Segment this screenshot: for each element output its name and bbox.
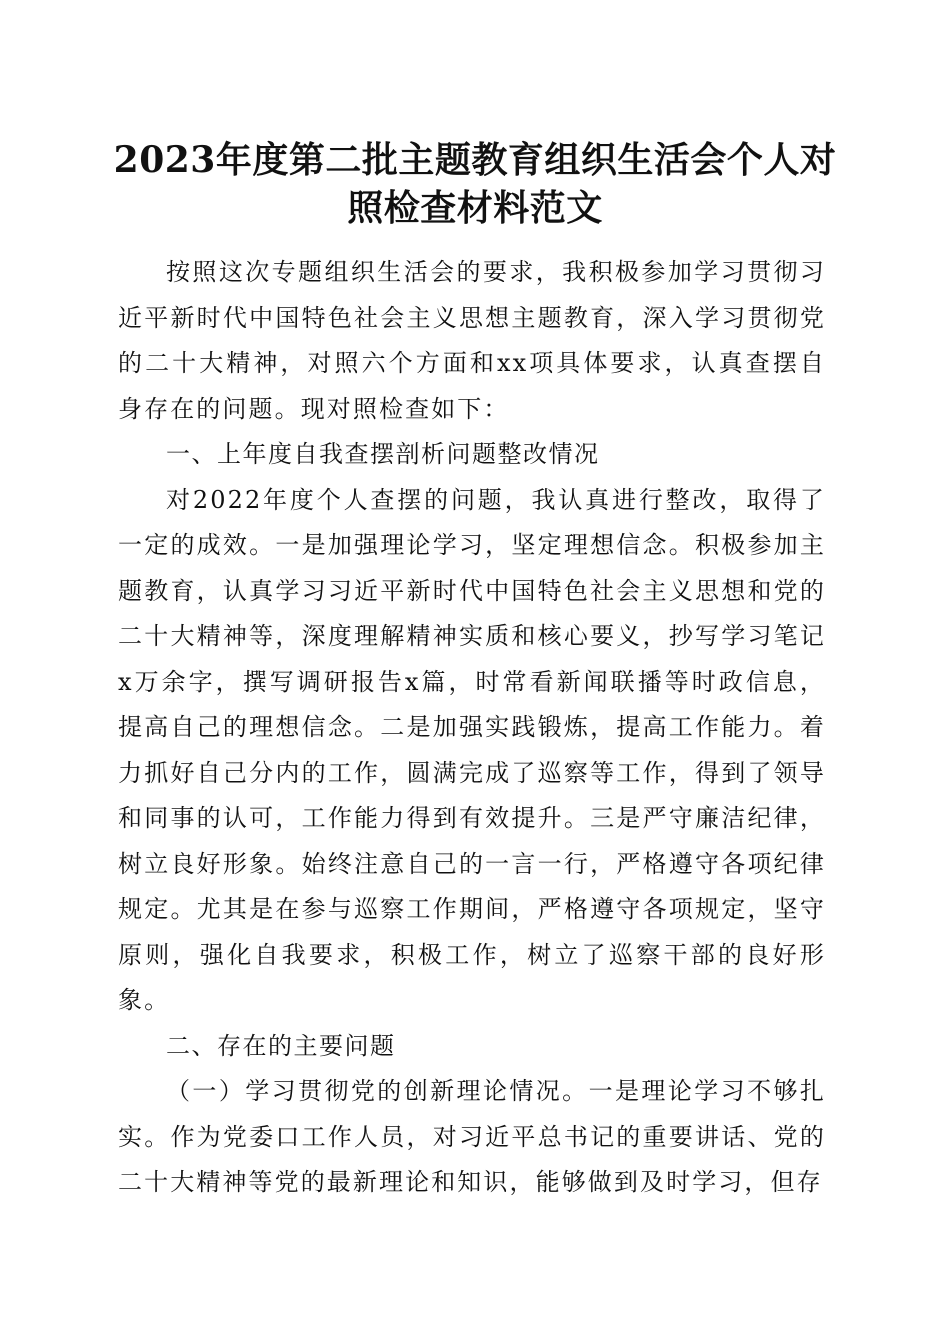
document-title	[100, 136, 850, 232]
section-1-heading: 一、上年度自我查摆剖析问题整改情况	[166, 440, 600, 468]
document-body	[118, 250, 826, 1206]
title-line-1: 2023年度第二批主题教育组织生活会个人对	[113, 139, 837, 181]
intro-paragraph: 按照这次专题组织生活会的要求，我积极参加学习贯彻习近平新时代中国特色社会主义思想主题教育，深入学习贯彻党的二十大精神，对照六个方面和xx项具体要求，认真查摆自身存在的问题。现对照检查如下：	[118, 258, 826, 423]
title-line-2: 照检查材料范文	[347, 187, 603, 229]
section-1-paragraph: 对2022年度个人查摆的问题，我认真进行整改，取得了一定的成效。一是加强理论学习，坚定理想信念。积极参加主题教育，认真学习习近平新时代中国特色社会主义思想和党的二十大精神等，深度理解精神实质和核心要义，抄写学习笔记x万余字，撰写调研报告x篇，时常看新闻联播等时政信息，提高自己的理想信念。二是加强实践锻炼，提高工作能力。着力抓好自己分内的工作，圆满完成了巡察等工作，得到了领导和同事的认可，工作能力得到有效提升。三是严守廉洁纪律，树立良好形象。始终注意自己的一言一行，严格遵守各项纪律规定。尤其是在参与巡察工作期间，严格遵守各项规定，坚守原则，强化自我要求，积极工作，树立了巡察干部的良好形象。	[118, 485, 826, 1014]
section-2-subsection-1: （一）学习贯彻党的创新理论情况。一是理论学习不够扎实。作为党委口工作人员，对习近平总书记的重要讲话、党的二十大精神等党的最新理论和知识，能够做到及时学习，但存	[118, 1077, 826, 1196]
section-2-heading: 二、存在的主要问题	[166, 1031, 396, 1060]
